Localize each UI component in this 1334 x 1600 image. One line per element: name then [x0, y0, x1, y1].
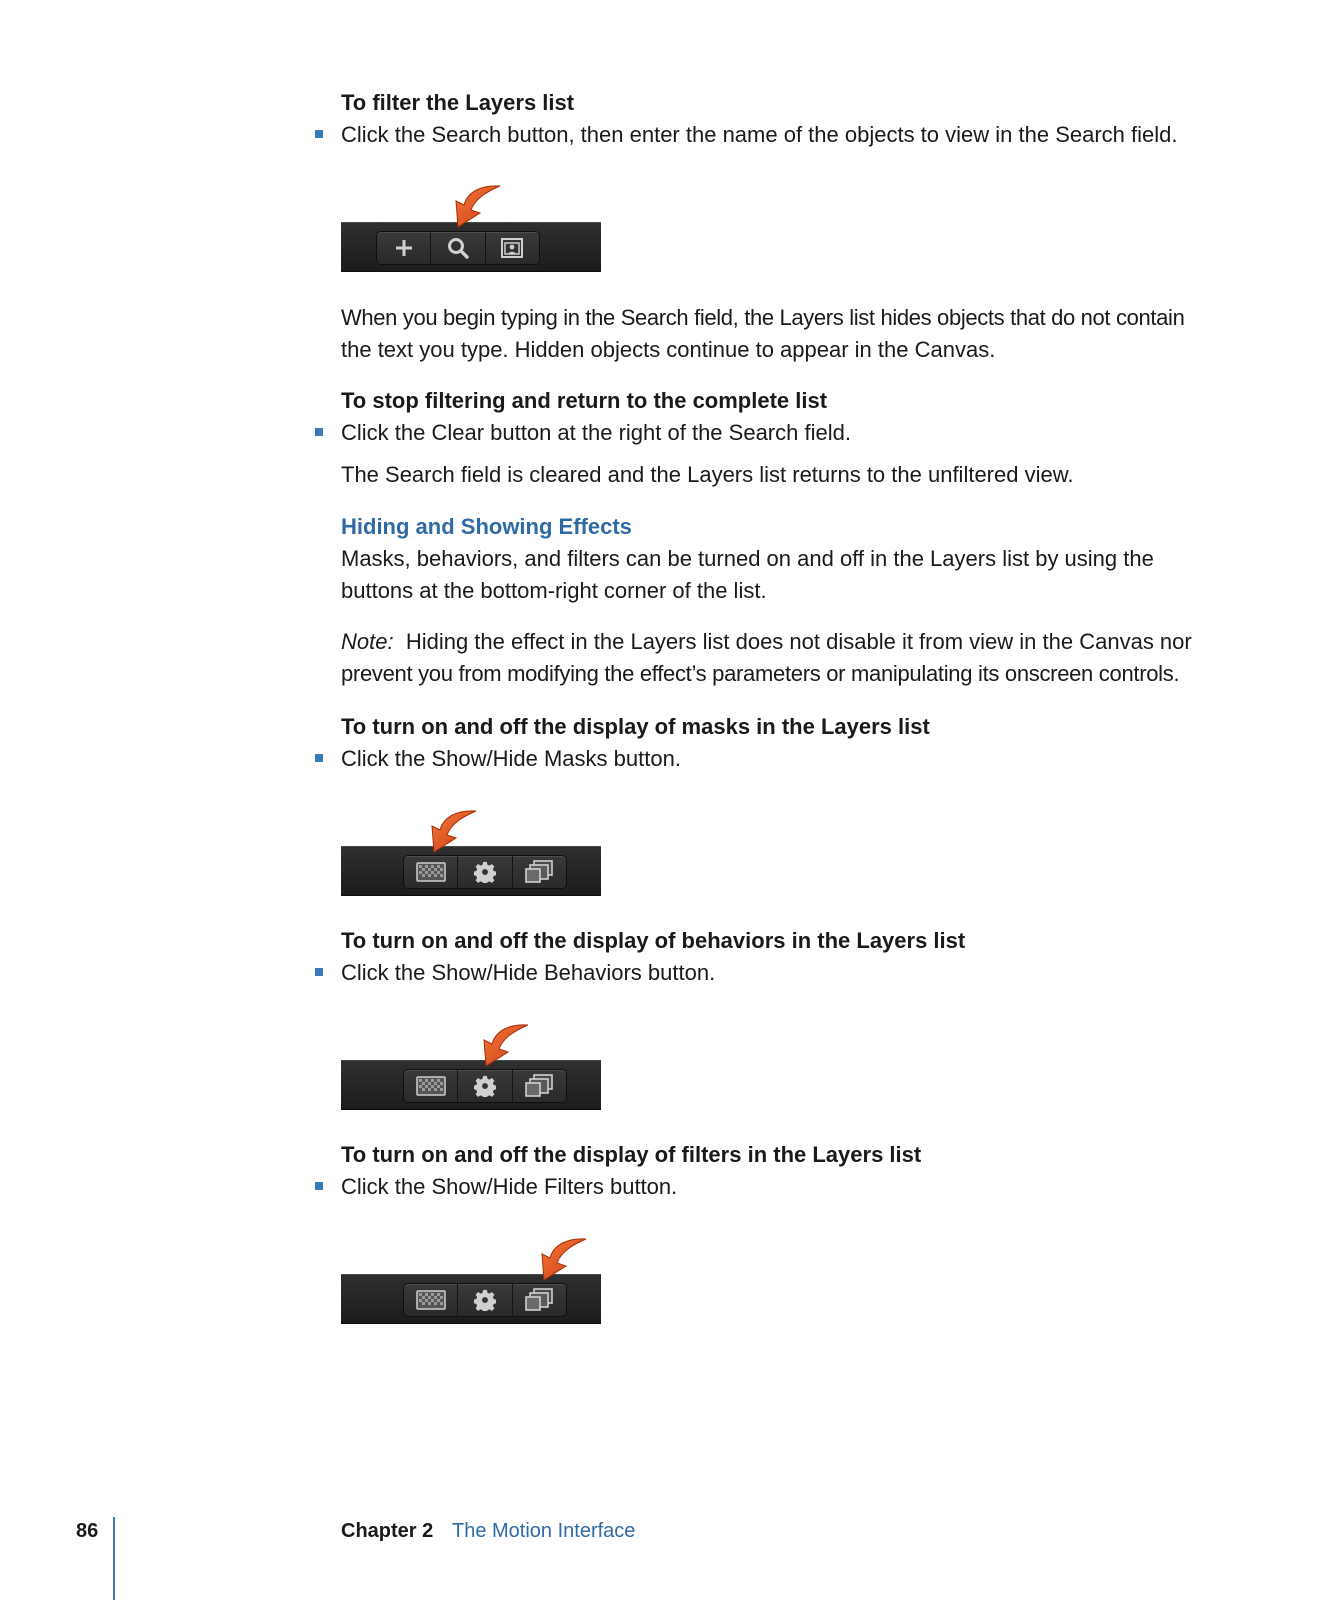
search-typing-para-line1: When you begin typing in the Search field, the Layers list hides objects that do not contain: [341, 305, 1185, 330]
bullet-marker: [315, 754, 323, 762]
masks-icon: [416, 1076, 446, 1096]
bullet-marker: [315, 1182, 323, 1190]
search-typing-para-line2: the text you type. Hidden objects continue to appear in the Canvas.: [341, 337, 996, 362]
pointer-arrow-icon: [418, 808, 478, 858]
masks-icon: [416, 1290, 446, 1310]
show-hide-masks-button[interactable]: [404, 1284, 458, 1316]
note-line2: prevent you from modifying the effect’s parameters or manipulating its onscreen controls.: [341, 661, 1180, 686]
step-show-hide-masks: Click the Show/Hide Masks button.: [341, 746, 681, 771]
footer-chapter-label: Chapter 2: [341, 1520, 434, 1542]
filters-icon: [524, 1074, 554, 1098]
clear-result-text: The Search field is cleared and the Layers list returns to the unfiltered view.: [341, 462, 1074, 487]
note-text: Hiding the effect in the Layers list does not disable it from view in the Canvas nor: [405, 629, 1192, 654]
show-hide-behaviors-button[interactable]: [458, 856, 512, 888]
toolbar-button-group: [403, 855, 567, 889]
filters-icon: [524, 860, 554, 884]
toolbar-button-group: [403, 1283, 567, 1317]
section-title-hiding-effects: Hiding and Showing Effects: [341, 514, 632, 539]
show-hide-masks-button[interactable]: [404, 856, 458, 888]
bullet-marker: [315, 428, 323, 436]
heading-filters: To turn on and off the display of filters in the Layers list: [341, 1142, 922, 1167]
step-click-search: Click the Search button, then enter the name of the objects to view in the Search field.: [341, 122, 1178, 147]
page-number: 86: [76, 1520, 99, 1542]
show-hide-filters-button[interactable]: [513, 1284, 566, 1316]
search-icon: [446, 236, 470, 260]
add-button[interactable]: [377, 232, 431, 264]
effects-para-line2: buttons at the bottom-right corner of the list.: [341, 578, 767, 603]
heading-masks: To turn on and off the display of masks in the Layers list: [341, 714, 930, 739]
masks-icon: [416, 862, 446, 882]
heading-stop-filtering: To stop filtering and return to the complete list: [341, 388, 828, 413]
effects-para-line1: Masks, behaviors, and filters can be turned on and off in the Layers list by using the: [341, 546, 1154, 571]
search-button[interactable]: [431, 232, 485, 264]
filters-icon: [524, 1288, 554, 1312]
step-show-hide-filters: Click the Show/Hide Filters button.: [341, 1174, 678, 1199]
layer-view-icon: [500, 237, 524, 259]
plus-icon: [393, 237, 415, 259]
pointer-arrow-icon: [442, 183, 502, 233]
layer-view-button[interactable]: [486, 232, 539, 264]
heading-filter-layers: To filter the Layers list: [341, 90, 575, 115]
step-show-hide-behaviors: Click the Show/Hide Behaviors button.: [341, 960, 716, 985]
note-line1: [341, 626, 1192, 658]
note-label: Note:: [341, 629, 394, 654]
behaviors-gear-icon: [474, 1075, 496, 1097]
bullet-marker: [315, 968, 323, 976]
show-hide-masks-button[interactable]: [404, 1070, 458, 1102]
pointer-arrow-icon: [470, 1022, 530, 1072]
show-hide-behaviors-button[interactable]: [458, 1070, 512, 1102]
behaviors-gear-icon: [474, 1289, 496, 1311]
heading-behaviors: To turn on and off the display of behaviors in the Layers list: [341, 928, 966, 953]
toolbar-button-group: [403, 1069, 567, 1103]
show-hide-filters-button[interactable]: [513, 856, 566, 888]
footer-divider: [113, 1517, 115, 1600]
step-click-clear: Click the Clear button at the right of the Search field.: [341, 420, 851, 445]
footer-chapter-title: The Motion Interface: [452, 1520, 636, 1542]
bullet-marker: [315, 130, 323, 138]
show-hide-filters-button[interactable]: [513, 1070, 566, 1102]
pointer-arrow-icon: [528, 1236, 588, 1286]
behaviors-gear-icon: [474, 861, 496, 883]
toolbar-button-group: [376, 231, 540, 265]
show-hide-behaviors-button[interactable]: [458, 1284, 512, 1316]
